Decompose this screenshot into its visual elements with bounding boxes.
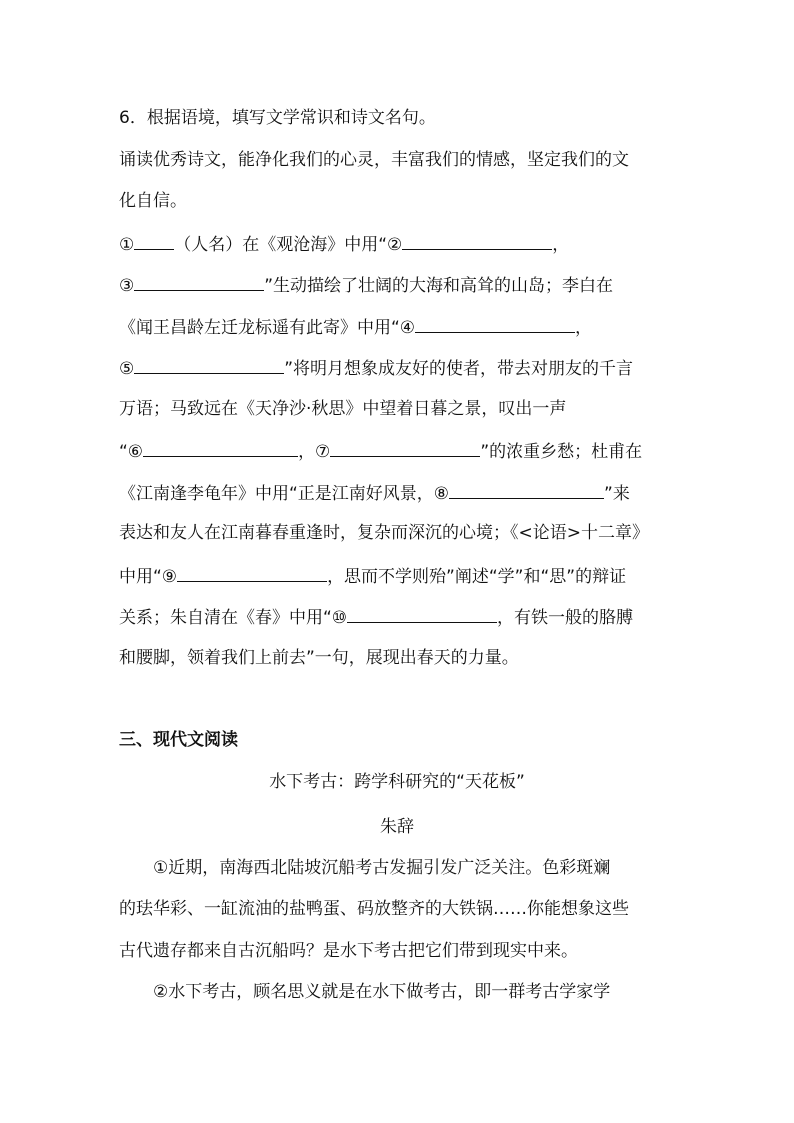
- paragraph-1-line-1: ①近期，南海西北陆坡沉船考古发掘引发广泛关注。色彩斑斓: [153, 858, 611, 878]
- intro-line-2: 化自信。: [119, 191, 187, 211]
- text-line-13: 和腰脚，领着我们上前去”一句，展现出春天的力量。: [119, 648, 519, 668]
- question-prompt: 根据语境，填写文学常识和诗文名句。: [146, 108, 436, 128]
- blank-6[interactable]: [143, 438, 298, 457]
- section-heading: 三、现代文阅读: [119, 730, 238, 750]
- blank-2[interactable]: [402, 231, 552, 250]
- blank-4[interactable]: [415, 314, 575, 333]
- text-line-12: 关系；朱自清在《春》中用“⑩ ，有铁一般的胳膊: [119, 604, 633, 630]
- text-line-10: 表达和友人在江南暮春重逢时，复杂而深沉的心境；《<论语>十二章》: [119, 523, 649, 543]
- blank-5[interactable]: [134, 355, 284, 374]
- article-title: 水下考古：跨学科研究的“天花板”: [269, 772, 525, 792]
- text-line-9: 《江南逢李龟年》中用“正是江南好风景，⑧ ”来: [119, 480, 630, 506]
- text-line-7: 万语；马致远在《天净沙·秋思》中望着日暮之景，叹出一声: [119, 399, 567, 419]
- blank-9[interactable]: [177, 563, 327, 582]
- question-header: [119, 106, 436, 130]
- paragraph-1-line-3: 古代遗存都来自古沉船吗？是水下考古把它们带到现实中来。: [119, 941, 578, 961]
- paragraph-2-line-1: ②水下考古，顾名思义就是在水下做考古，即一群考古学家学: [153, 982, 611, 1002]
- text-line-11: 中用“⑨ ，思而不学则殆”阐述“学”和“思”的辩证: [119, 563, 626, 589]
- blank-1[interactable]: [134, 231, 174, 250]
- text-line-3: ① （人名）在《观沧海》中用“② ，: [119, 231, 569, 257]
- article-author: 朱辞: [380, 817, 414, 837]
- blank-8[interactable]: [449, 480, 604, 499]
- paragraph-1-line-2: 的珐华彩、一缸流油的盐鸭蛋、码放整齐的大铁锅……你能想象这些: [119, 899, 629, 919]
- text-line-6: ⑤ ”将明月想象成友好的使者，带去对朋友的千言: [119, 355, 633, 381]
- text-line-4: ③ ”生动描绘了壮阔的大海和高耸的山岛；李白在: [119, 272, 613, 298]
- blank-7[interactable]: [330, 438, 480, 457]
- blank-10[interactable]: [347, 604, 497, 623]
- text-line-5: 《闻王昌龄左迁龙标遥有此寄》中用“④ ，: [119, 314, 592, 340]
- text-line-8: “⑥ ，⑦ ”的浓重乡愁；杜甫在: [119, 438, 642, 464]
- blank-3[interactable]: [134, 272, 264, 291]
- question-number: 6．: [119, 108, 147, 128]
- intro-line-1: 诵读优秀诗文，能净化我们的心灵，丰富我们的情感，坚定我们的文: [119, 150, 629, 170]
